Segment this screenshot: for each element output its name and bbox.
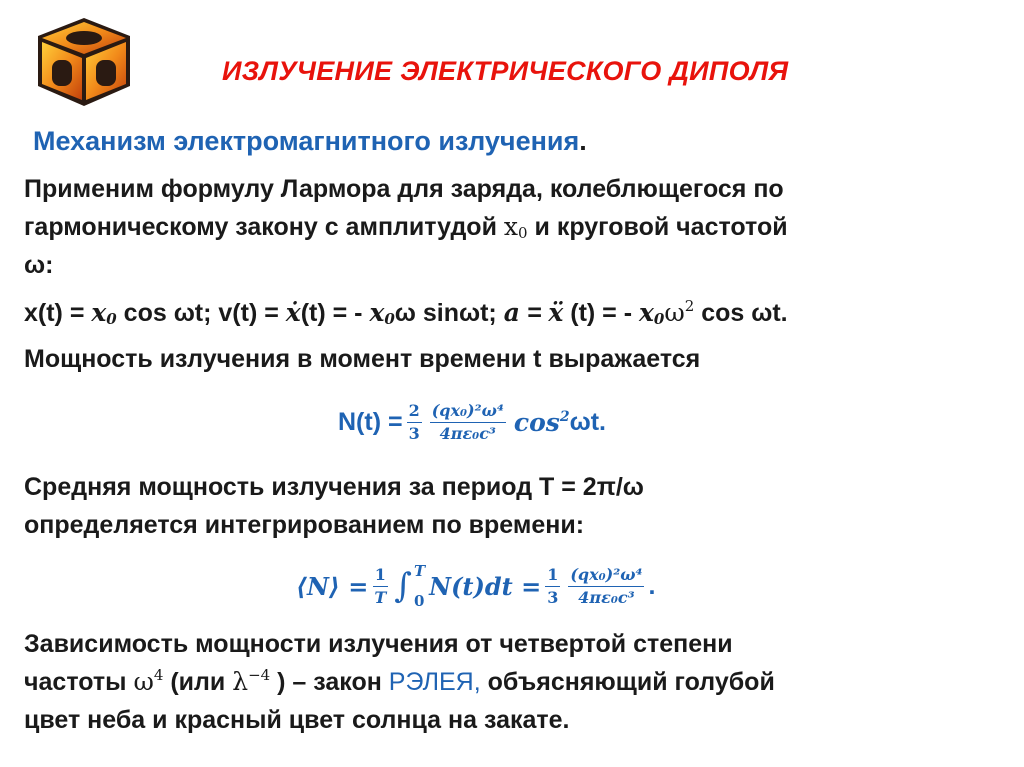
f2-fraction-1-T: [372, 564, 388, 609]
f2-main-fraction: [568, 564, 644, 609]
f1-num-2: 2: [407, 400, 422, 423]
kin-eq-minus-2: (t) = -: [563, 299, 639, 327]
rayleigh-law-name: РЭЛЕЯ,: [388, 668, 481, 696]
amplitude-x: x: [503, 212, 519, 241]
intro-line-1: Применим формулу Лармора для заряда, колеблющегося по: [24, 175, 784, 203]
f2-lhs: ⟨N⟩ =: [296, 571, 369, 601]
f2-den-T: T: [374, 587, 387, 607]
f1-denominator: 4πε₀c³: [439, 423, 496, 443]
section-heading: [33, 126, 587, 157]
lambda-power-minus-4: $\lambda^{-4}$: [232, 666, 271, 696]
rayleigh-line-2-b: (или: [163, 668, 233, 696]
section-heading-period: .: [579, 126, 587, 156]
f1-main-fraction: [430, 400, 506, 445]
rayleigh-paragraph: [24, 625, 775, 739]
kin-xddot: ẍ: [548, 298, 564, 327]
rayleigh-line-2-c: ) – закон: [270, 668, 389, 696]
kinematics-equations: [24, 294, 788, 332]
section-heading-text: Механизм электромагнитного излучения: [33, 126, 580, 156]
amplitude-symbol: [504, 212, 528, 241]
f1-numerator: (qx₀)²ω⁴: [430, 400, 506, 423]
f1-lhs: N(t) =: [338, 407, 403, 436]
avg-line-2: определяется интегрированием по времени:: [24, 511, 585, 539]
amplitude-sub: 0: [518, 224, 528, 242]
kin-acc-eq: =: [519, 299, 549, 327]
kin-sin: ω sinωt;: [394, 299, 504, 327]
rayleigh-line-2-a: частоты: [24, 668, 134, 696]
rayleigh-line-2: [24, 663, 775, 701]
slide-title: ИЗЛУЧЕНИЕ ЭЛЕКТРИЧЕСКОГО ДИПОЛЯ: [222, 56, 789, 86]
kin-cos-v: cos ωt; v(t) =: [116, 299, 286, 327]
instant-power-formula: [338, 392, 606, 452]
average-power-paragraph: [24, 468, 644, 544]
rayleigh-line-3: цвет неба и красный цвет солнца на закате.: [24, 706, 570, 734]
f1-den-3: 3: [408, 423, 420, 443]
f2-limits: [414, 562, 425, 610]
f2-num-1: 1: [373, 564, 388, 587]
kin-xdot: ẋ: [285, 298, 301, 327]
f2-fraction-1-3: [545, 564, 560, 609]
rayleigh-line-2-d: объясняющий голубой: [480, 668, 775, 696]
kin-acc: a: [503, 298, 520, 327]
f1-fraction-2-3: [407, 400, 422, 445]
f2-integrand: N(t)dt =: [429, 571, 542, 601]
average-power-formula: [296, 553, 655, 619]
intro-line-2-b: и круговой частотой: [527, 213, 788, 241]
f2-den-3: 3: [547, 587, 559, 607]
avg-line-1: Средняя мощность излучения за период T = 2π/ω: [24, 473, 644, 501]
cube-logo-icon: [30, 14, 138, 110]
f1-tail: ωt.: [569, 407, 606, 436]
f2-num-1b: 1: [545, 564, 560, 587]
kin-eq-minus: (t) = -: [300, 299, 370, 327]
rayleigh-line-1: Зависимость мощности излучения от четвертой степени: [24, 630, 733, 658]
f2-upper-limit: T: [413, 562, 426, 580]
kin-x0-c: $x_0$: [638, 298, 665, 328]
f2-lower-limit: 0: [413, 592, 425, 610]
omega-power-4: $\omega^4$: [133, 666, 164, 696]
kin-xt: x(t) =: [24, 299, 92, 327]
power-paragraph: Мощность излучения в момент времени t выражается: [24, 345, 701, 373]
f2-end: .: [648, 571, 656, 600]
f1-cos: $\cos^2$: [513, 407, 570, 437]
kin-x0: $x_0$: [91, 298, 117, 328]
integral-sign-icon: ∫: [394, 566, 412, 606]
kin-omega: $\omega^2$: [664, 297, 695, 327]
intro-line-2-a: гармоническому закону с амплитудой: [24, 213, 504, 241]
f2-numerator: (qx₀)²ω⁴: [568, 564, 644, 587]
kin-cos-end: cos ωt.: [694, 299, 788, 327]
f2-denominator: 4πε₀c³: [578, 587, 635, 607]
intro-line-3: ω:: [24, 251, 54, 279]
kin-x0-b: $x_0$: [369, 298, 395, 328]
intro-line-2: [24, 208, 788, 246]
intro-paragraph: [24, 170, 788, 284]
